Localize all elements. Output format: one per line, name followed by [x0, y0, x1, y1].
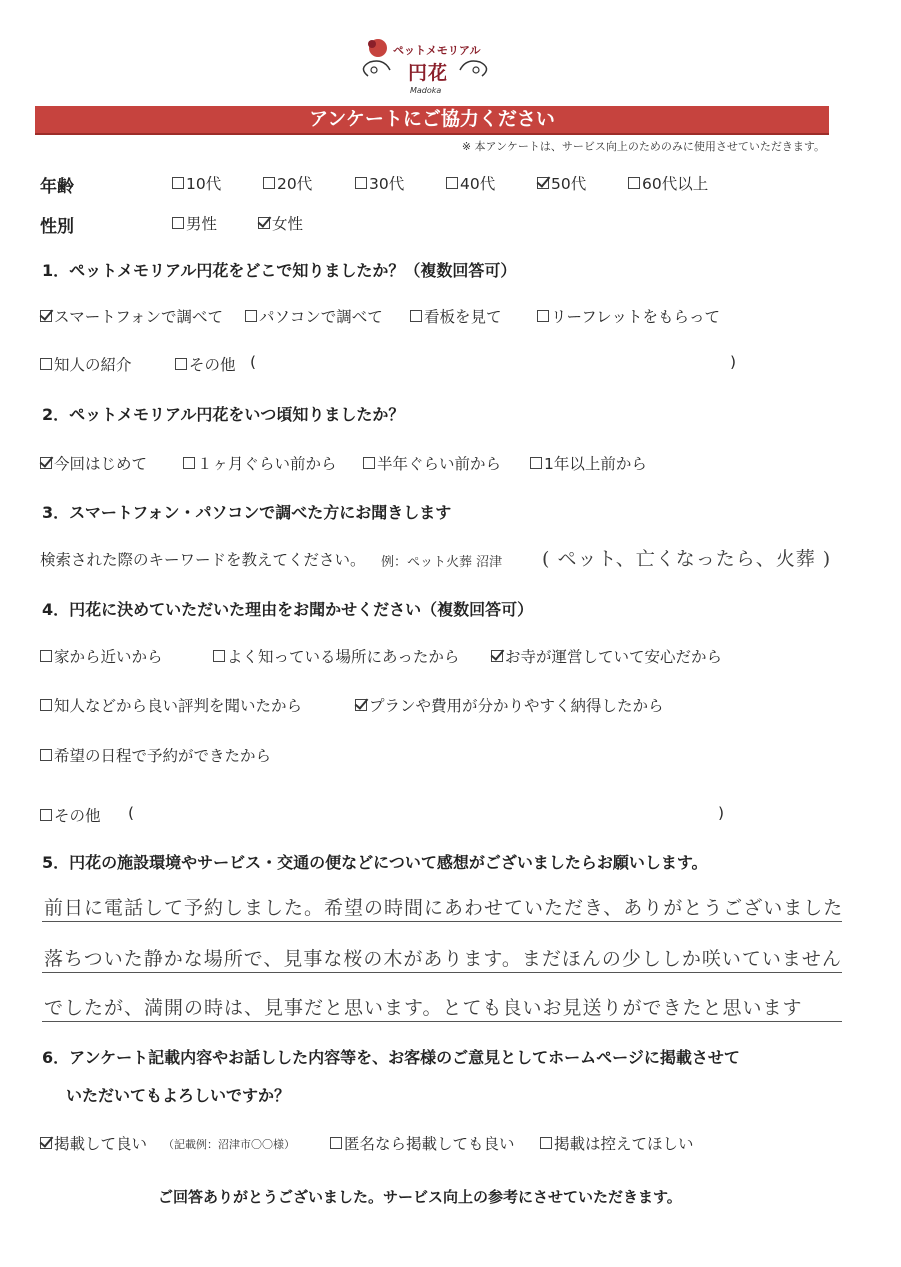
q4-option-near-home[interactable]: 家から近いから	[40, 645, 163, 667]
q2-option-half-year[interactable]: 半年ぐらい前から	[363, 452, 501, 474]
checkbox[interactable]	[40, 809, 52, 821]
checkbox-checked[interactable]	[40, 457, 52, 469]
age-option-60s-plus[interactable]: 60代以上	[628, 172, 708, 194]
checkbox[interactable]	[363, 457, 375, 469]
q4-other-close: )	[718, 804, 725, 822]
checkbox[interactable]	[263, 177, 275, 189]
checkbox-checked[interactable]	[491, 650, 503, 662]
gender-option-male[interactable]: 男性	[172, 212, 217, 234]
checkbox[interactable]	[40, 650, 52, 662]
q6-option-anonymous[interactable]: 匿名なら掲載しても良い	[330, 1132, 515, 1154]
q4-option-temple[interactable]: お寺が運営していて安心だから	[491, 645, 722, 667]
checkbox[interactable]	[40, 358, 52, 370]
q2-title: 2．ペットメモリアル円花をいつ頃知りましたか？	[42, 405, 405, 424]
checkbox[interactable]	[355, 177, 367, 189]
q4-option-schedule[interactable]: 希望の日程で予約ができたから	[40, 744, 271, 766]
age-option-50s[interactable]: 50代	[537, 172, 586, 194]
q1-other-close: )	[730, 353, 737, 371]
answer-rule	[42, 972, 842, 973]
q4-option-clear-plan[interactable]: プランや費用が分かりやすく納得したから	[355, 694, 664, 716]
q1-option-signboard[interactable]: 看板を見て	[410, 305, 502, 327]
checkbox[interactable]	[175, 358, 187, 370]
checkbox-checked[interactable]	[537, 177, 549, 189]
checkbox[interactable]	[245, 310, 257, 322]
age-option-30s[interactable]: 30代	[355, 172, 404, 194]
q6-option-decline[interactable]: 掲載は控えてほしい	[540, 1132, 694, 1154]
title-banner	[35, 106, 829, 135]
checkbox[interactable]	[172, 177, 184, 189]
q5-title: 5．円花の施設環境やサービス・交通の便などについて感想がございましたらお願いします。	[42, 853, 708, 872]
q4-option-reputation[interactable]: 知人などから良い評判を聞いたから	[40, 694, 302, 716]
checkbox[interactable]	[446, 177, 458, 189]
age-option-10s[interactable]: 10代	[172, 172, 221, 194]
checkbox[interactable]	[537, 310, 549, 322]
q1-option-leaflet[interactable]: リーフレットをもらって	[537, 305, 720, 327]
q6-option-allow[interactable]: 掲載して良い	[40, 1132, 147, 1154]
answer-rule	[42, 921, 842, 922]
answer-rule	[42, 1021, 842, 1022]
q1-option-other[interactable]: その他	[175, 353, 236, 375]
checkbox-checked[interactable]	[355, 699, 367, 711]
q4-other-open: (	[128, 804, 135, 822]
q4-title: 4．円花に決めていただいた理由をお聞かせください（複数回答可）	[42, 600, 534, 619]
q6-title-line-2: いただいてもよろしいですか？	[66, 1086, 291, 1105]
checkbox[interactable]	[330, 1137, 342, 1149]
q1-option-pc[interactable]: パソコンで調べて	[245, 305, 383, 327]
q5-comment-line-3[interactable]: でしたが、満開の時は、見事だと思います。とても良いお見送りができたと思います	[44, 997, 803, 1019]
q4-option-known-place[interactable]: よく知っている場所にあったから	[213, 645, 459, 667]
checkbox[interactable]	[540, 1137, 552, 1149]
age-option-20s[interactable]: 20代	[263, 172, 312, 194]
checkbox[interactable]	[628, 177, 640, 189]
q3-example: 例：ペット火葬 沼津	[381, 555, 503, 570]
q1-option-referral[interactable]: 知人の紹介	[40, 353, 132, 375]
q3-title: 3．スマートフォン・パソコンで調べた方にお聞きします	[42, 503, 452, 522]
checkbox[interactable]	[40, 699, 52, 711]
q5-comment-line-2[interactable]: 落ちついた静かな場所で、見事な桜の木があります。まだほんの少ししか咲いていません	[44, 948, 842, 970]
q1-option-smartphone[interactable]: スマートフォンで調べて	[40, 305, 223, 327]
checkbox[interactable]	[172, 217, 184, 229]
checkbox[interactable]	[213, 650, 225, 662]
checkbox[interactable]	[183, 457, 195, 469]
q6-title-line-1: 6．アンケート記載内容やお話しした内容等を、お客様のご意見としてホームページに掲載させて	[42, 1048, 740, 1067]
logo-brand: ペットメモリアル	[393, 44, 481, 57]
age-label: 年齢	[40, 177, 74, 197]
checkbox-checked[interactable]	[258, 217, 270, 229]
logo-sub: Madoka	[410, 86, 442, 95]
footer-thanks: ご回答ありがとうございました。サービス向上の参考にさせていただきます。	[158, 1188, 682, 1206]
age-option-40s[interactable]: 40代	[446, 172, 495, 194]
usage-note: ※ 本アンケートは、サービス向上のためのみに使用させていただきます。	[461, 140, 825, 153]
page-title: アンケートにご協力ください	[309, 108, 555, 130]
q1-title: 1．ペットメモリアル円花をどこで知りましたか？（複数回答可）	[42, 261, 517, 280]
q3-prompt: 検索された際のキーワードを教えてください。	[40, 551, 366, 569]
q1-other-open: (	[250, 353, 257, 371]
checkbox-checked[interactable]	[40, 310, 52, 322]
checkbox[interactable]	[40, 749, 52, 761]
checkbox-checked[interactable]	[40, 1137, 52, 1149]
gender-label: 性別	[40, 217, 74, 237]
q2-option-first-time[interactable]: 今回はじめて	[40, 452, 147, 474]
checkbox[interactable]	[410, 310, 422, 322]
q2-option-1-month[interactable]: １ヶ月ぐらい前から	[183, 452, 337, 474]
logo-name: 円花	[408, 62, 449, 84]
q3-answer[interactable]: ( ペット、亡くなったら、火葬 )	[542, 548, 832, 570]
gender-option-female[interactable]: 女性	[258, 212, 303, 234]
q5-comment-line-1[interactable]: 前日に電話して予約しました。希望の時間にあわせていただき、ありがとうございました	[44, 897, 844, 919]
checkbox[interactable]	[530, 457, 542, 469]
q2-option-over-year[interactable]: 1年以上前から	[530, 452, 647, 474]
q4-option-other[interactable]: その他	[40, 804, 101, 826]
logo	[360, 28, 490, 108]
q6-example: （記載例：沼津市〇〇様）	[163, 1138, 295, 1151]
